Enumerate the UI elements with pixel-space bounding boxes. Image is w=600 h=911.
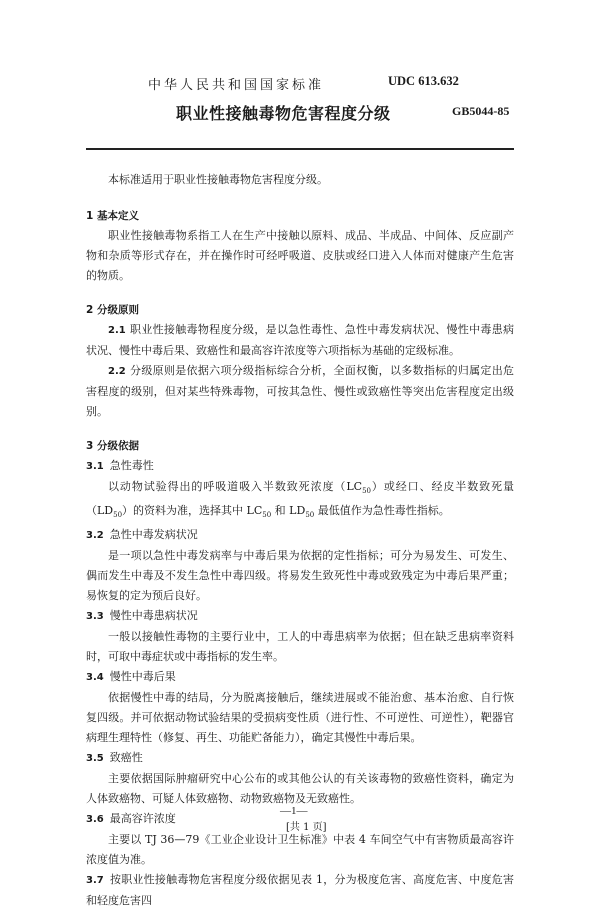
clause-text: 职业性接触毒物程度分级，是以急性毒性、急性中毒发病状况、慢性中毒患病状况、慢性中毒后果、致癌性和最高容许浓度等六项指标为基础的定级标准。: [86, 323, 514, 357]
section-1-text: 职业性接触毒物系指工人在生产中接触以原料、成品、半成品、中间体、反应副产物和杂质等形式存在，并在操作时可经呼吸道、皮肤或经口进入人体而对健康产生危害的物质。: [86, 229, 514, 282]
section-2-heading: 2 分级原则: [86, 304, 139, 316]
document-body: [86, 170, 514, 911]
clause-3-7: 3.7 按职业性接触毒物危害程度分级依据见表 1，分为极度危害、高度危害、中度危害和轻度危害四: [86, 873, 514, 908]
clause-3-1-text: 以动物试验得出的呼吸道吸入半数致死浓度$(LC_{50})$或经口、经皮半数致死量$(LD_{50})$的资料为准，选择其中 $LC_{50}$ 和 $LD_{50}$ 最低值作为急性毒性指标。: [86, 480, 514, 520]
clause-number: 2.2: [108, 366, 126, 377]
standard-number: GB5044-85: [452, 104, 510, 118]
clause-3-5-text: 主要依据国际肿瘤研究中心公布的或其他公认的有关该毒物的致癌性资料，确定为人体致癌物、可疑人体致癌物、动物致癌物及无致癌性。: [86, 772, 514, 806]
clause-3-1-heading: 3.1 急性毒性: [86, 459, 154, 472]
header-rule: [86, 148, 514, 150]
clause-number: 2.1: [108, 325, 126, 336]
clause-3-5-heading: 3.5 致癌性: [86, 751, 143, 765]
udc-code: UDC 613.632: [388, 74, 459, 88]
page-number: —1—: [280, 805, 308, 817]
section-2-2: [86, 361, 514, 422]
page-total: [共 1 页]: [286, 822, 327, 833]
document-title: 职业性接触毒物危害程度分级: [176, 104, 391, 123]
section-2-1: [86, 320, 514, 361]
clause-text: 分级原则是依据六项分级指标综合分析，全面权衡，以多数指标的归属定出危害程度的级别，但对某些特殊毒物，可按其急性、慢性或致癌性等突出危害程度定出级别。: [86, 364, 514, 418]
clause-3-6-text: 主要以 TJ 36—79《工业企业设计卫生标准》中表 4 车间空气中有害物质最高容许浓度值为准。: [86, 833, 514, 867]
clause-3-2-text: 是一项以急性中毒发病率与中毒后果为依据的定性指标；可分为易发生、可发生、偶而发生中毒及不发生急性中毒四级。将易发生致死性中毒或致残定为中毒后果严重；易恢复的定为预后良好。: [86, 549, 514, 603]
clause-3-6-heading: 3.6 最高容许浓度: [86, 812, 176, 826]
clause-3-2-heading: 3.2 急性中毒发病状况: [86, 528, 198, 542]
clause-3-3-heading: 3.3 慢性中毒患病状况: [86, 609, 198, 623]
intro-paragraph: 本标准适用于职业性接触毒物危害程度分级。: [108, 173, 328, 186]
clause-3-3-text: 一般以接触性毒物的主要行业中，工人的中毒患病率为依据；但在缺乏患病率资料时，可取中毒症状或中毒指标的发生率。: [86, 630, 514, 664]
standard-org-title: 中华人民共和国国家标准: [148, 78, 325, 93]
section-1-heading: 1 基本定义: [86, 210, 139, 222]
section-3-heading: 3 分级依据: [86, 440, 139, 452]
clause-3-4-heading: 3.4 慢性中毒后果: [86, 670, 176, 684]
clause-3-4-text: 依据慢性中毒的结局，分为脱离接触后，继续进展或不能治愈、基本治愈、自行恢复四级。并可依据动物试验结果的受损病变性质（进行性、不可逆性、可逆性），靶器官病理生理特性（修复、再生、功能贮备能力），确定其慢性中毒后果。: [86, 691, 514, 745]
